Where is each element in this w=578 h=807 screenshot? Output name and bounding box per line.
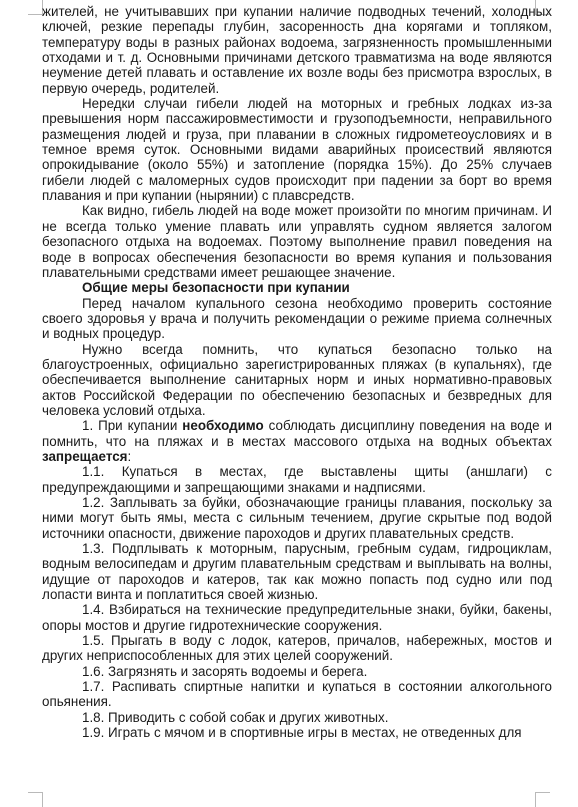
page-corner-mark bbox=[28, 0, 43, 15]
list-item: 1.4. Взбираться на технические предупредительные знаки, буйки, бакены, опоры мостов и другие гидротехнические сооружения. bbox=[42, 602, 552, 633]
list-item: 1.1. Купаться в местах, где выставлены щиты (аншлаги) с предупреждающими и запрещающими знаками и надписями. bbox=[42, 464, 552, 495]
list-item: 1.6. Загрязнять и засорять водоемы и берега. bbox=[82, 663, 368, 679]
paragraph: Как видно, гибель людей на воде может произойти по многим причинам. И не всегда только умение плавать или управлять судном является залогом безопасного отдыха на водоемах. Поэтому выполнение правил поведения на воде в вопросах обеспечения безопасности во время купания и пользования плавательными средствами имеет решающее значение. bbox=[42, 203, 552, 280]
list-item: 1.8. Приводить с собой собак и других животных. bbox=[82, 709, 389, 725]
text-run: : bbox=[127, 448, 132, 464]
paragraph: Перед началом купального сезона необходимо проверить состояние своего здоровья у врача и получить рекомендации о режиме приема солнечных и водных процедур. bbox=[42, 295, 552, 342]
list-item: 1.7. Распивать спиртные напитки и купаться в состоянии алкогольного опьянения. bbox=[42, 679, 552, 710]
page-corner-mark bbox=[535, 792, 550, 807]
list-item: 1.9. Играть с мячом и в спортивные игры в местах, не отведенных для bbox=[82, 725, 522, 741]
page-corner-mark bbox=[28, 792, 43, 807]
paragraph: Нужно всегда помнить, что купаться безопасно только на благоустроенных, официально зарегистрированных пляжах (в купальнях), где обеспечивается выполнение санитарных норм и иных нормативно-правовых актов Российской Федерации по обеспечению безопасных и безвредных для человека условий отдыха. bbox=[42, 341, 552, 418]
emphasis-text: запрещается bbox=[42, 448, 128, 464]
paragraph bbox=[42, 418, 552, 464]
list-item: 1.2. Заплывать за буйки, обозначающие границы плавания, поскольку за ними могут быть ямы, места с сильным течением, другие скрытые под водой источники опасности, движение пароходов и других плавательных средств. bbox=[42, 495, 552, 541]
emphasis-text: необходимо bbox=[182, 418, 264, 434]
text-run: 1. При купании bbox=[82, 418, 183, 434]
list-item: 1.3. Подплывать к моторным, парусным, гребным судам, гидроциклам, водным велосипедам и другим плавательным средствам и выплывать на волны, идущие от пароходов и катеров, так как можно попасть под судно или под лопасти винта и поплатиться своей жизнью. bbox=[42, 541, 552, 603]
text-run: соблюдать дисциплину поведения на воде и помнить, что на пляжах и в местах массового отдыха на водных объектах bbox=[42, 418, 553, 449]
paragraph: жителей, не учитывавших при купании наличие подводных течений, холодных ключей, резкие перепады глубин, засоренность дна корягами и топляком, температуру воды в разных районах водоема, загрязненность промышленными отходами и т. д. Основными причинами детского травматизма на воде являются неумение детей плавать и оставление их возле воды без присмотра взрослых, в первую очередь, родителей. bbox=[42, 4, 552, 96]
list-item: 1.5. Прыгать в воду с лодок, катеров, причалов, набережных, мостов и других неприспособленных для этих целей сооружений. bbox=[42, 633, 552, 664]
document-body bbox=[42, 4, 552, 741]
section-heading: Общие меры безопасности при купании bbox=[82, 280, 350, 296]
paragraph: Нередки случаи гибели людей на моторных и гребных лодках из-за превышения норм пассажировместимости и грузоподъемности, неправильного размещения людей и груза, при плавании в сложных гидрометеоусловиях и в темное время суток. Основными видами аварийных происествий являются опрокидывание (около 55%) и затопление (порядка 15%). До 25% случаев гибели людей с маломерных судов происходит при падении за борт во время плавания и при купании (нырянии) с плавсредств. bbox=[42, 96, 552, 204]
